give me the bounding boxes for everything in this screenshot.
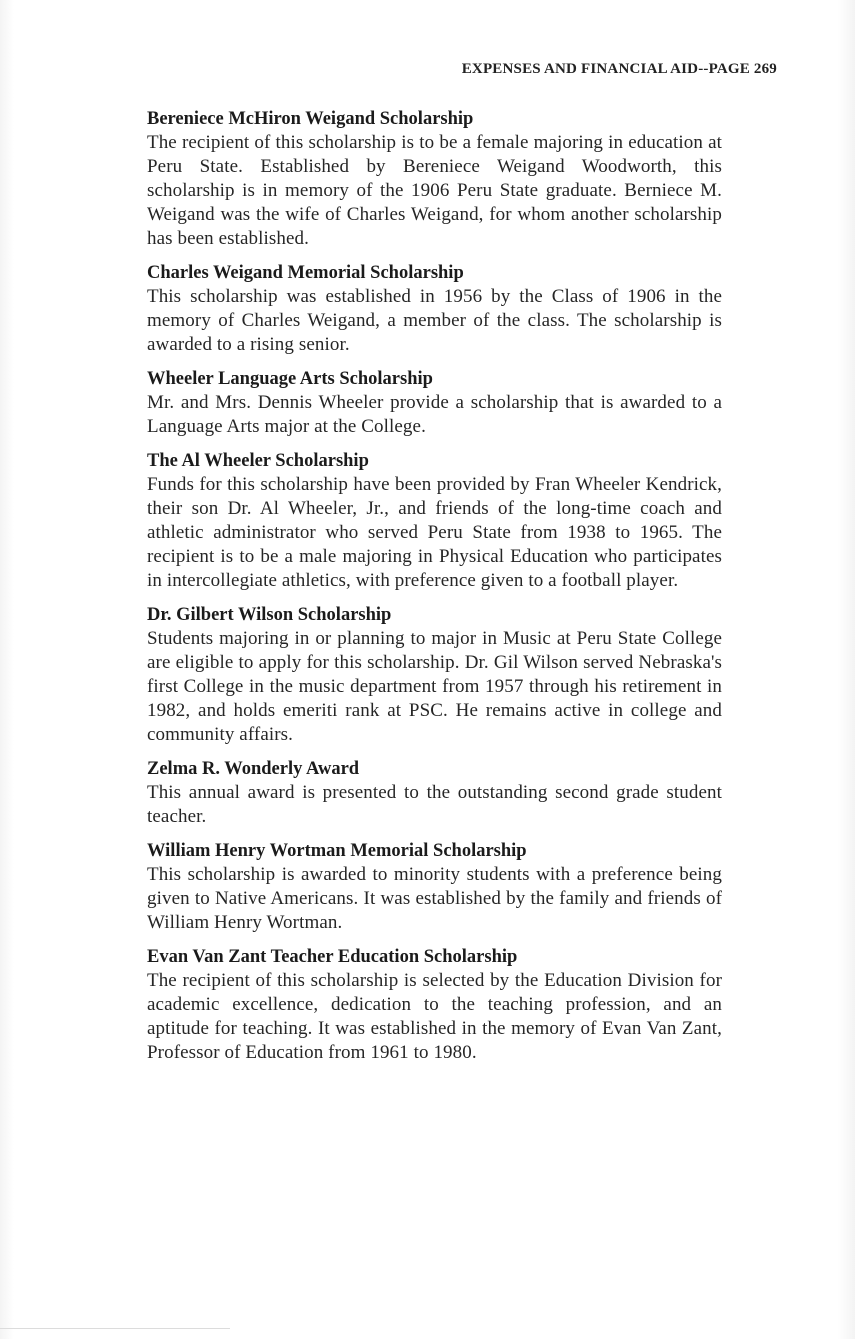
scholarship-description: The recipient of this scholarship is selected by the Education Division for academic excellence, dedication to the teaching profession, and an aptitude for teaching. It was established in the memory of Evan Van Zant, Professor of Education from 1961 to 1980. <box>147 970 722 1063</box>
scholarship-title: Wheeler Language Arts Scholarship <box>147 369 433 389</box>
scholarship-title: Dr. Gilbert Wilson Scholarship <box>147 605 392 625</box>
scholarship-title: Charles Weigand Memorial Scholarship <box>147 263 464 283</box>
scholarship-title: Bereniece McHiron Weigand Scholarship <box>147 109 474 129</box>
scholarship-list <box>147 107 722 1075</box>
scan-edge-line <box>0 1328 230 1329</box>
scholarship-entry <box>147 367 722 439</box>
scholarship-description: Funds for this scholarship have been provided by Fran Wheeler Kendrick, their son Dr. Al Wheeler, Jr., and friends of the long-time coach and athletic administrator who served Peru State from 1938 to 1965. The recipient is to be a male majoring in Physical Education who participates in intercollegiate athletics, with preference given to a football player. <box>147 474 722 591</box>
scholarship-entry <box>147 107 722 251</box>
scholarship-entry <box>147 261 722 357</box>
scholarship-entry <box>147 839 722 935</box>
scholarship-entry <box>147 603 722 747</box>
scholarship-description: This annual award is presented to the outstanding second grade student teacher. <box>147 782 722 827</box>
scholarship-description: This scholarship was established in 1956 by the Class of 1906 in the memory of Charles Weigand, a member of the class. The scholarship is awarded to a rising senior. <box>147 286 722 355</box>
scholarship-description: The recipient of this scholarship is to be a female majoring in education at Peru State. Established by Bereniece Weigand Woodworth, this scholarship is in memory of the 1906 Peru State graduate. Berniece M. Weigand was the wife of Charles Weigand, for whom another scholarship has been established. <box>147 132 722 249</box>
scholarship-description: Students majoring in or planning to major in Music at Peru State College are eligible to apply for this scholarship. Dr. Gil Wilson served Nebraska's first College in the music department from 1957 through his retirement in 1982, and holds emeriti rank at PSC. He remains active in college and community affairs. <box>147 628 722 745</box>
running-head: EXPENSES AND FINANCIAL AID--PAGE 269 <box>461 61 777 77</box>
scholarship-title: Evan Van Zant Teacher Education Scholarship <box>147 947 518 967</box>
scholarship-entry <box>147 945 722 1065</box>
scholarship-title: The Al Wheeler Scholarship <box>147 451 369 471</box>
scholarship-title: William Henry Wortman Memorial Scholarship <box>147 841 527 861</box>
scholarship-title: Zelma R. Wonderly Award <box>147 759 360 779</box>
scholarship-description: This scholarship is awarded to minority students with a preference being given to Native Americans. It was established by the family and friends of William Henry Wortman. <box>147 864 722 933</box>
scholarship-entry <box>147 449 722 593</box>
scholarship-description: Mr. and Mrs. Dennis Wheeler provide a scholarship that is awarded to a Language Arts major at the College. <box>147 392 722 437</box>
scholarship-entry <box>147 757 722 829</box>
